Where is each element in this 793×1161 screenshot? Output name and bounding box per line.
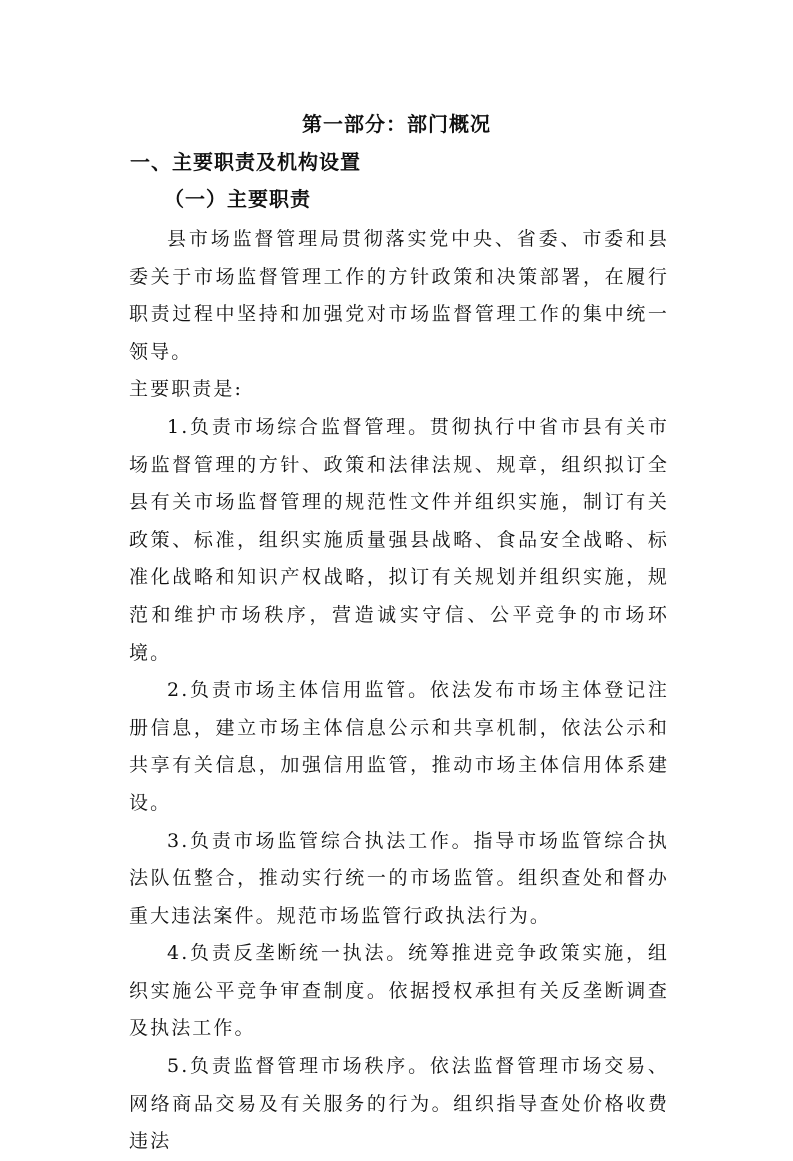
paragraph-duty-1: 1.负责市场综合监督管理。贯彻执行中省市县有关市场监督管理的方针、政策和法律法规、规章，组织拟订全县有关市场监督管理的规范性文件并组织实施，制订有关政策、标准，组织实施质量强县战略、食品安全战略、标准化战略和知识产权战略，拟订有关规划并组织实施，规范和维护市场秩序，营造诚实守信、公平竞争的市场环境。 (129, 415, 669, 664)
paragraph-duties-label: 主要职责是: (129, 378, 244, 401)
page-title: 第一部分：部门概况 (302, 112, 491, 136)
section-heading: 一、主要职责及机构设置 (130, 150, 361, 174)
sub-heading: （一）主要职责 (164, 187, 311, 211)
paragraph-duty-4: 4.负责反垄断统一执法。统筹推进竞争政策实施，组织实施公平竞争审查制度。依据授权承担有关反垄断调查及执法工作。 (129, 942, 669, 1040)
document-body (129, 221, 669, 1161)
paragraph-duty-3: 3.负责市场监管综合执法工作。指导市场监管综合执法队伍整合，推动实行统一的市场监管。组织查处和督办重大违法案件。规范市场监管行政执法行为。 (129, 829, 669, 927)
paragraph-duty-5: 5.负责监督管理市场秩序。依法监督管理市场交易、网络商品交易及有关服务的行为。组织指导查处价格收费违法 (129, 1055, 669, 1153)
paragraph-duty-2: 2.负责市场主体信用监管。依法发布市场主体登记注册信息，建立市场主体信息公示和共享机制，依法公示和共享有关信息，加强信用监管，推动市场主体信用体系建设。 (129, 679, 669, 814)
paragraph-intro: 县市场监督管理局贯彻落实党中央、省委、市委和县委关于市场监督管理工作的方针政策和决策部署，在履行职责过程中坚持和加强党对市场监督管理工作的集中统一领导。 (129, 228, 669, 363)
